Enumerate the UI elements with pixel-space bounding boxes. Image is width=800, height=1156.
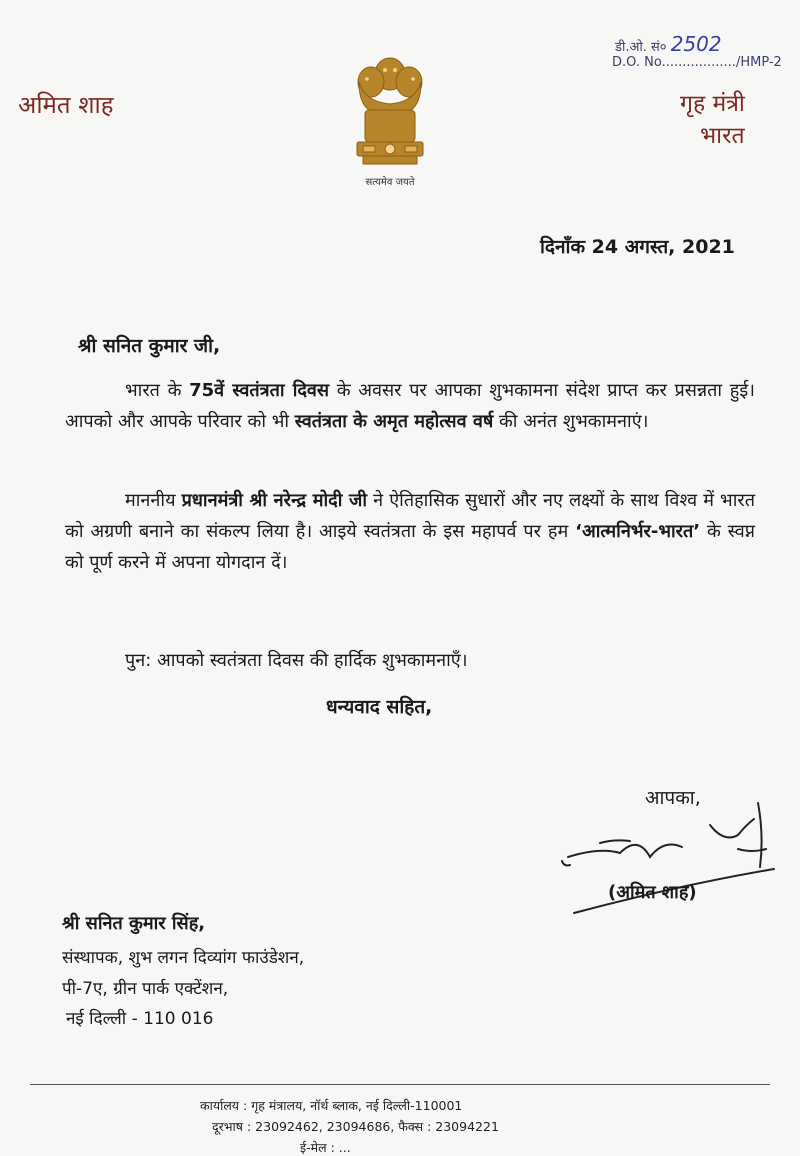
footer-divider xyxy=(30,1084,770,1085)
p1-text-1: भारत के xyxy=(125,380,190,401)
footer-email: ई-मेल : ... xyxy=(300,1140,351,1155)
signatory-name: (अमित शाह) xyxy=(608,882,697,903)
p1-bold-2: स्वतंत्रता के अमृत महोत्सव वर्ष xyxy=(294,411,494,432)
do-number-english: D.O. No................../HMP-2 xyxy=(612,55,782,70)
p2-text-3: के स्वप्न को पूर्ण करने में अपना योगदान दें। xyxy=(65,521,755,573)
footer-office-address: कार्यालय : गृह मंत्रालय, नॉर्थ ब्लाक, नई दिल्ली-110001 xyxy=(200,1098,463,1113)
p2-text-1: माननीय xyxy=(125,490,182,511)
footer-phone-fax: दूरभाष : 23092462, 23094686, फैक्स : 23094221 xyxy=(212,1119,499,1134)
letter-date: दिनाँक 24 अगस्त, 2021 xyxy=(540,236,735,258)
recipient-name: श्री सनित कुमार सिंह, xyxy=(62,913,206,934)
body-paragraph-3: पुन: आपको स्वतंत्रता दिवस की हार्दिक शुभकामनाएँ। xyxy=(125,650,468,671)
designation-country: भारत xyxy=(700,123,745,149)
salutation: श्री सनित कुमार जी, xyxy=(78,335,221,357)
do-prefix: डी.ओ. सं० xyxy=(615,40,667,55)
body-paragraph-1 xyxy=(65,375,755,437)
p1-text-3: की अनंत शुभकामनाएं। xyxy=(493,411,649,432)
body-paragraph-2 xyxy=(65,485,755,578)
recipient-address-line-3: नई दिल्ली - 110 016 xyxy=(66,1009,214,1029)
p1-text-2: के अवसर पर आपका शुभकामना संदेश प्राप्त कर प्रसन्नता हुई। आपको और आपके परिवार को भी xyxy=(65,380,755,432)
designation-minister: गृह मंत्री xyxy=(680,91,745,117)
p1-bold-1: 75वें स्वतंत्रता दिवस xyxy=(189,380,330,401)
recipient-address-line-2: पी-7ए, ग्रीन पार्क एक्टेंशन, xyxy=(62,979,229,999)
sign-off: आपका, xyxy=(645,787,701,809)
do-number-line xyxy=(615,32,722,56)
recipient-address-line-1: संस्थापक, शुभ लगन दिव्यांग फाउंडेशन, xyxy=(62,948,305,968)
emblem-motto: सत्यमेव जयते xyxy=(365,177,415,188)
p2-bold-2: ‘आत्मनिर्भर-भारत’ xyxy=(575,521,701,542)
do-number-stamp: 2502 xyxy=(670,32,722,56)
closing-thanks: धन्यवाद सहित, xyxy=(326,696,433,718)
p2-text-2: ने ऐतिहासिक सुधारों और नए लक्ष्यों के साथ विश्व में भारत को अग्रणी बनाने का संकल्प लिया है। आइये स्वतंत्रता के इस महापर्व पर हम xyxy=(65,490,755,542)
p2-bold-1: प्रधानमंत्री श्री नरेन्द्र मोदी जी xyxy=(181,490,368,511)
sender-name: अमित शाह xyxy=(18,91,114,119)
national-emblem-icon xyxy=(345,52,435,192)
